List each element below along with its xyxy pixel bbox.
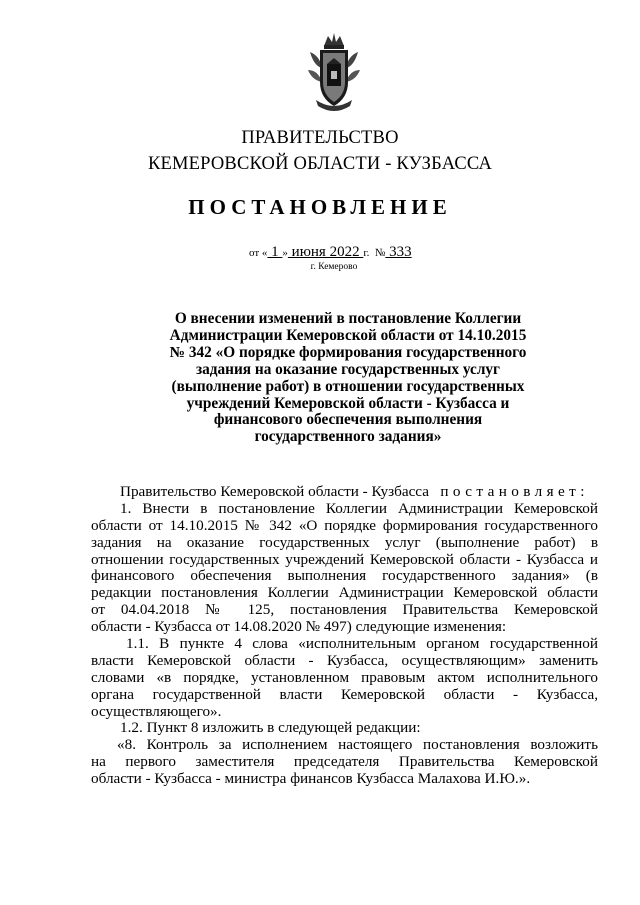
document-subject [140, 311, 556, 446]
paragraph-line: «8. Контроль за исполнением настоящего постановления возложить [117, 736, 598, 754]
date-day: 1 [267, 244, 283, 260]
intro-paragraph [91, 484, 598, 501]
paragraph-line: власти Кемеровской области - Кузбасса, осуществляющим» заменить [91, 651, 598, 669]
paragraph-line: словами «в порядке, установленном правовым актом исполнительного [91, 668, 598, 686]
city-label: г. Кемерово [310, 262, 358, 272]
paragraph-line: от 04.04.2018 № 125, постановления Правительства Кемеровской [91, 601, 598, 619]
paragraph-line: области - Кузбасса от 14.08.2020 № 497) следующие изменения: [91, 618, 507, 636]
date-number-line [249, 244, 412, 261]
paragraph-line: на первого заместителя председателя Правительства Кемеровской [91, 753, 598, 771]
subject-line: учреждений Кемеровской области - Кузбасса и [186, 394, 510, 412]
subject-line: финансового обеспечения выполнения [213, 411, 483, 429]
kuzbass-coat-of-arms-icon [306, 30, 362, 112]
subject-line: Администрации Кемеровской области от 14.10.2015 [169, 326, 527, 344]
paragraph-line: задания на оказание государственных услуг (выполнение работ) в [91, 533, 598, 551]
intro-text: Правительство Кемеровской области - Кузбасса [120, 483, 429, 500]
paragraph-line: области от 14.10.2015 № 342 «О порядке формирования государственного [91, 516, 598, 534]
paragraph-line: органа государственной власти Кемеровской области - Кузбасса, [91, 685, 598, 703]
government-title-line2: КЕМЕРОВСКОЙ ОБЛАСТИ - КУЗБАССА [147, 154, 493, 174]
paragraph-line: 1.2. Пункт 8 изложить в следующей редакции: [120, 719, 421, 737]
subject-line: О внесении изменений в постановление Коллегии [174, 310, 522, 327]
date-prefix: от « [249, 247, 268, 259]
subject-line: задания на оказание государственных услуг [195, 360, 501, 378]
number-prefix: № [374, 247, 386, 259]
subject-line: (выполнение работ) в отношении государственных [171, 377, 525, 395]
paragraph-line: осуществляющего». [91, 702, 222, 720]
intro-verb: постановляет: [440, 483, 589, 500]
date-year-suffix: г. [363, 247, 370, 259]
date-month-year: июня 2022 [287, 244, 364, 260]
paragraph-line: финансового обеспечения выполнения государственного задания» (в [91, 567, 598, 585]
subject-line: государственного задания» [254, 428, 442, 446]
date-quote: » [282, 247, 288, 259]
paragraph-line: области - Кузбасса - министра финансов Кузбасса Малахова И.Ю.». [91, 770, 531, 788]
government-title-line1: ПРАВИТЕЛЬСТВО [241, 128, 399, 148]
paragraph-line: редакции постановления Коллегии Администрации Кемеровской области [91, 584, 598, 602]
paragraph-line: 1.1. В пункте 4 слова «исполнительным органом государственной [126, 635, 598, 653]
paragraph-line: 1. Внести в постановление Коллегии Администрации Кемеровской [120, 499, 598, 517]
paragraph-line: отношении государственных учреждений Кемеровской области - Кузбасса и [91, 550, 598, 568]
document-type-heading: ПОСТАНОВЛЕНИЕ [188, 195, 452, 219]
document-body [91, 484, 598, 788]
subject-line: № 342 «О порядке формирования государственного [169, 343, 527, 361]
document-number: 333 [385, 244, 412, 260]
